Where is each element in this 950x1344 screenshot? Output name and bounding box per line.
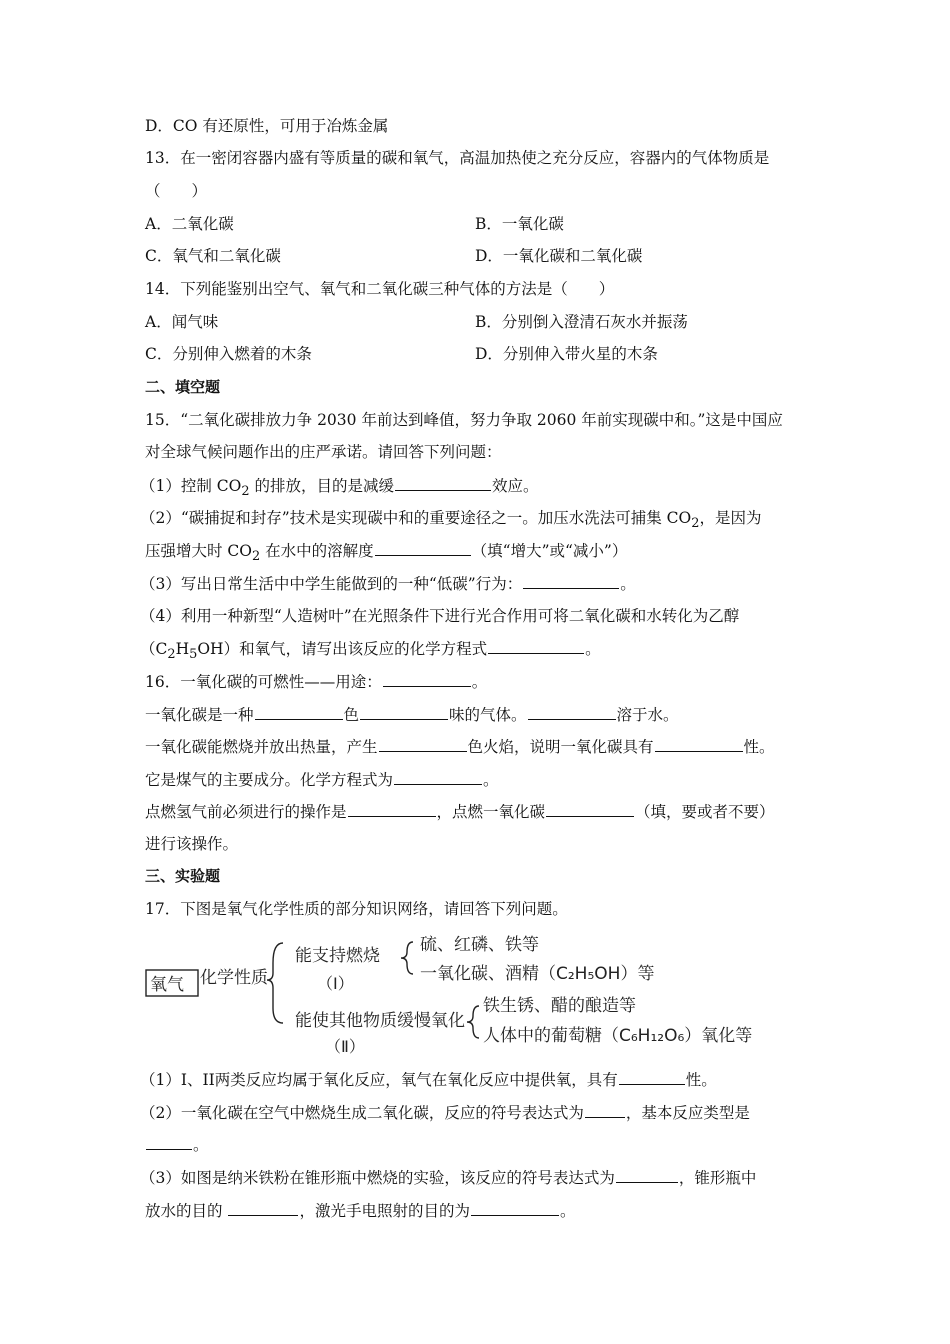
q15-part1: （1）控制 $CO_2$ 的排放，目的是减缓 效应。 <box>140 474 539 503</box>
diagram-branch2-item2: 人体中的葡萄糖（C₆H₁₂O₆）氧化等 <box>483 1026 753 1046</box>
diagram-branch1-tag: （Ⅰ） <box>317 974 354 993</box>
diagram-branch1-label: 能支持燃烧 <box>295 946 380 966</box>
q15-stem-line2: 对全球气候问题作出的庄严承诺。请回答下列问题： <box>145 443 502 461</box>
answer-blank[interactable] <box>655 735 743 752</box>
diagram-branch2-tag: （Ⅱ） <box>325 1037 365 1056</box>
diagram-branch2-label: 能使其他物质缓慢氧化 <box>295 1011 465 1031</box>
answer-blank[interactable] <box>146 1133 192 1150</box>
q17-part2-line1: （2）一氧化碳在空气中燃烧生成二氧化碳，反应的符号表达式为 ，基本反应类型是 <box>140 1101 750 1124</box>
q16-line1: 16．一氧化碳的可燃性——用途： 。 <box>145 670 487 693</box>
q15-part4-line2: $(C_2H_5OH)$和氧气，请写出该反应的化学方程式 。 <box>140 637 601 666</box>
section-heading-fill-in: 二、填空题 <box>145 378 221 396</box>
answer-blank[interactable] <box>375 539 471 556</box>
answer-blank[interactable] <box>523 572 619 589</box>
diagram-root-label: 氧气 <box>150 975 184 995</box>
q13-stem: 13．在一密闭容器内盛有等质量的碳和氧气，高温加热使之充分反应，容器内的气体物质是 <box>145 149 770 167</box>
q13-option-d: D．一氧化碳和二氧化碳 <box>475 247 643 265</box>
q17-part3-line1: （3）如图是纳米铁粉在锥形瓶中燃烧的实验，该反应的符号表达式为 ，锥形瓶中 <box>140 1166 756 1189</box>
answer-blank[interactable] <box>360 703 448 720</box>
q13-option-c: C．氧气和二氧化碳 <box>145 247 281 265</box>
diagram-branch1-item1: 硫、红磷、铁等 <box>420 935 539 955</box>
q14-option-a: A．闻气味 <box>145 313 219 331</box>
q12-option-d: D．CO 有还原性，可用于冶炼金属 <box>145 117 389 135</box>
q13-option-a: A．二氧化碳 <box>145 215 234 233</box>
q14-option-b: B．分别倒入澄清石灰水并振荡 <box>475 313 688 331</box>
answer-blank[interactable] <box>228 1199 298 1216</box>
branch1-brace <box>401 942 413 974</box>
answer-blank[interactable] <box>471 1199 559 1216</box>
answer-blank[interactable] <box>616 1166 678 1183</box>
diagram-branch1-item2: 一氧化碳、酒精（C₂H₅OH）等 <box>420 964 655 984</box>
answer-blank[interactable] <box>395 474 491 491</box>
q16-line5: 点燃氢气前必须进行的操作是 ，点燃一氧化碳 （填，要或者不要） <box>145 800 775 823</box>
q14-option-c: C．分别伸入燃着的木条 <box>145 345 312 363</box>
diagram-node-label: 化学性质 <box>200 968 268 988</box>
answer-blank[interactable] <box>546 800 634 817</box>
answer-blank[interactable] <box>348 800 436 817</box>
q15-part2-line2: 压强增大时 $CO_2$ 在水中的溶解度 （填“增大”或“减小”） <box>145 539 627 568</box>
q15-stem-line1: 15．“二氧化碳排放力争 2030 年前达到峰值，努力争取 2060 年前实现碳中和。”这是中国应 <box>145 411 783 429</box>
answer-blank[interactable] <box>488 637 584 654</box>
main-brace <box>267 943 283 1023</box>
q14-stem: 14．下列能鉴别出空气、氧气和二氧化碳三种气体的方法是（ ） <box>145 280 615 298</box>
answer-blank[interactable] <box>394 768 482 785</box>
answer-blank[interactable] <box>379 735 467 752</box>
answer-blank[interactable] <box>585 1101 625 1118</box>
oxygen-knowledge-network-diagram <box>145 928 785 1058</box>
q15-part2-line1: （2）“碳捕捉和封存”技术是实现碳中和的重要途径之一。加压水洗法可捕集 $CO_2$，是因为 <box>140 509 762 532</box>
q15-part4-line1: （4）利用一种新型“人造树叶”在光照条件下进行光合作用可将二氧化碳和水转化为乙醇 <box>140 607 740 625</box>
section-heading-experiment: 三、实验题 <box>145 867 221 885</box>
answer-blank[interactable] <box>619 1068 685 1085</box>
q13-paren: （ ） <box>145 182 208 200</box>
q17-part2-line2: 。 <box>145 1133 209 1156</box>
q17-stem: 17．下图是氧气化学性质的部分知识网络，请回答下列问题。 <box>145 900 568 918</box>
diagram-branch2-item1: 铁生锈、醋的酿造等 <box>483 996 636 1016</box>
branch2-brace <box>467 1006 479 1038</box>
q16-line4: 它是煤气的主要成分。化学方程式为 。 <box>145 768 499 791</box>
answer-blank[interactable] <box>255 703 343 720</box>
q17-part1: （1）I、II两类反应均属于氧化反应，氧气在氧化反应中提供氧，具有 性。 <box>140 1068 717 1091</box>
answer-blank[interactable] <box>528 703 616 720</box>
q16-line2: 一氧化碳是一种 色 味的气体。 溶于水。 <box>145 703 679 726</box>
q17-part3-line2: 放水的目的 ，激光手电照射的目的为 。 <box>145 1199 575 1222</box>
q13-option-b: B．一氧化碳 <box>475 215 564 233</box>
q16-line6: 进行该操作。 <box>145 835 239 853</box>
q14-option-d: D．分别伸入带火星的木条 <box>475 345 658 363</box>
q16-line3: 一氧化碳能燃烧并放出热量，产生 色火焰，说明一氧化碳具有 性。 <box>145 735 775 758</box>
answer-blank[interactable] <box>383 670 471 687</box>
q15-part3: （3）写出日常生活中中学生能做到的一种“低碳”行为： 。 <box>140 572 636 595</box>
